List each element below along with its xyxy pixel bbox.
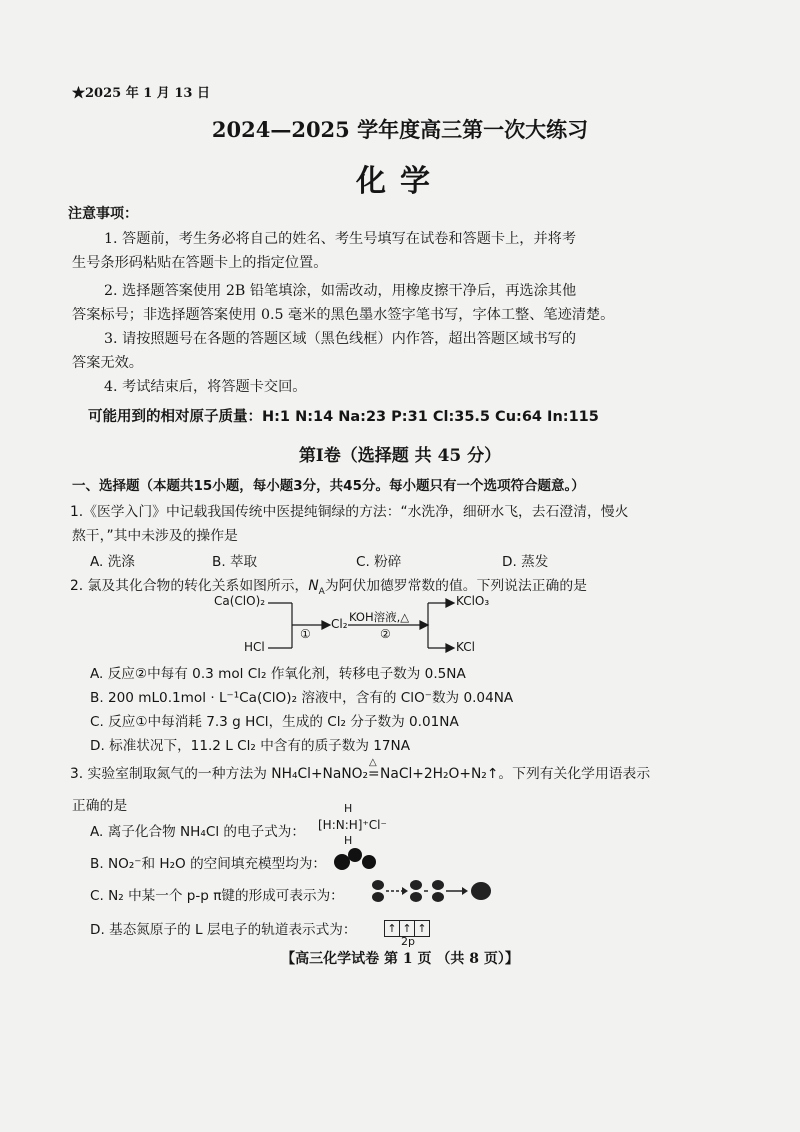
page-footer: 【高三化学试卷 第 1 页 （共 8 页）】 [281, 951, 519, 967]
arrow-head-1 [322, 621, 330, 629]
space-filling-model-icon [330, 846, 380, 872]
q2-stem-na-sub: A [318, 586, 325, 597]
q3-a-h-top: H [344, 802, 353, 815]
diagram-product-1: KClO₃ [456, 594, 490, 608]
q2-option-a: A. 反应②中每有 0.3 mol Cl₂ 作氧化剂，转移电子数为 0.5NA [90, 666, 466, 682]
arrow-head-bottom [446, 644, 454, 652]
exam-date: ★2025 年 1 月 13 日 [72, 86, 210, 101]
q1-stem-line-2: 熬干，”其中未涉及的操作是 [72, 528, 238, 544]
notice-line-4: 答案标号；非选择题答案使用 0.5 毫米的黑色墨水签字笔书写，字体工整、笔迹清楚。 [72, 307, 615, 323]
exam-title: 2024—2025 学年度高三第一次大练习 [211, 117, 589, 142]
section-heading: 一、选择题（本题共15小题，每小题3分，共45分。每小题只有一个选项符合题意。） [72, 478, 585, 494]
q3-stem-line-1 [70, 757, 651, 782]
orbital-diagram [384, 917, 429, 937]
q1-option-a: A. 洗涤 [90, 554, 135, 570]
q1-stem-line-1: 1.《医学入门》中记载我国传统中医提纯铜绿的方法：“水洗净，细研水飞，去石澄清，慢火 [70, 504, 629, 520]
q2-stem-na: N [308, 578, 319, 594]
diagram-step-1: ① [300, 627, 311, 641]
notice-line-3: 2. 选择题答案使用 2B 铅笔填涂，如需改动，用橡皮擦干净后，再选涂其他 [104, 283, 577, 299]
q3-option-a: A. 离子化合物 NH₄Cl 的电子式为： [90, 824, 305, 840]
orbital-box-3: ↑ [414, 920, 430, 937]
atomic-mass-line: 可能用到的相对原子质量：H:1 N:14 Na:23 P:31 Cl:35.5 Cu:64 In:115 [88, 409, 599, 425]
p-orbital-overlap-icon [366, 878, 496, 904]
diagram-middle: Cl₂ [331, 617, 348, 631]
subject-title: 化学 [356, 164, 444, 199]
notice-line-2: 生号条形码粘贴在答题卡上的指定位置。 [72, 255, 328, 271]
q3-option-c: C. N₂ 中某一个 p-p π键的形成可表示为： [90, 888, 344, 904]
notice-heading: 注意事项： [68, 206, 138, 222]
diagram-product-2: KCl [456, 640, 475, 654]
orbital-box-1: ↑ [384, 920, 400, 937]
part-title: 第Ⅰ卷（选择题 共 45 分） [298, 446, 502, 466]
q1-option-b: B. 萃取 [212, 554, 258, 570]
q3-stem-line-2: 正确的是 [72, 798, 128, 814]
q3-option-b: B. NO₂⁻和 H₂O 的空间填充模型均为： [90, 856, 327, 872]
q3-option-d: D. 基态氮原子的 L 层电子的轨道表示式为： [90, 922, 357, 938]
diagram-step-2: ② [380, 627, 391, 641]
notice-line-1: 1. 答题前，考生务必将自己的姓名、考生号填写在试卷和答题卡上，并将考 [104, 231, 577, 247]
notice-line-7: 4. 考试结束后，将答题卡交回。 [104, 379, 307, 395]
arrow-head-top [446, 599, 454, 607]
q3-stem-part-a: 3. 实验室制取氮气的一种方法为 NH₄Cl+NaNO₂ [70, 766, 369, 782]
q2-option-d: D. 标准状况下，11.2 L Cl₂ 中含有的质子数为 17NA [90, 738, 411, 754]
q3-a-formula: [H:N:H]⁺Cl⁻ [318, 818, 387, 832]
orbital-box-2: ↑ [399, 920, 415, 937]
notice-line-5: 3. 请按照题号在各题的答题区域（黑色线框）内作答，超出答题区域书写的 [104, 331, 577, 347]
q2-option-c: C. 反应①中每消耗 7.3 g HCl，生成的 Cl₂ 分子数为 0.01NA [90, 714, 459, 730]
arrow-head-2 [420, 621, 428, 629]
notice-line-6: 答案无效。 [72, 355, 143, 371]
q3-heat-equals: △ = [368, 757, 380, 782]
q1-option-c: C. 粉碎 [356, 554, 402, 570]
q3-a-h-bottom: H [344, 834, 353, 847]
q2-stem-b: 为阿伏加德罗常数的值。下列说法正确的是 [324, 578, 587, 594]
diagram-condition: KOH溶液,△ [349, 610, 410, 624]
orbital-label: 2p [401, 935, 415, 948]
q1-option-d: D. 蒸发 [502, 554, 549, 570]
diagram-reactant-1: Ca(ClO)₂ [214, 594, 266, 608]
diagram-reactant-2: HCl [244, 640, 265, 654]
q3-delta-symbol: △ [369, 757, 377, 768]
q2-option-b: B. 200 mL0.1mol · L⁻¹Ca(ClO)₂ 溶液中，含有的 ClO⁻数为 0.04NA [90, 690, 514, 706]
q3-stem-part-b: NaCl+2H₂O+N₂↑。下列有关化学用语表示 [380, 766, 651, 782]
q2-stem-a: 2. 氯及其化合物的转化关系如图所示， [70, 578, 309, 594]
